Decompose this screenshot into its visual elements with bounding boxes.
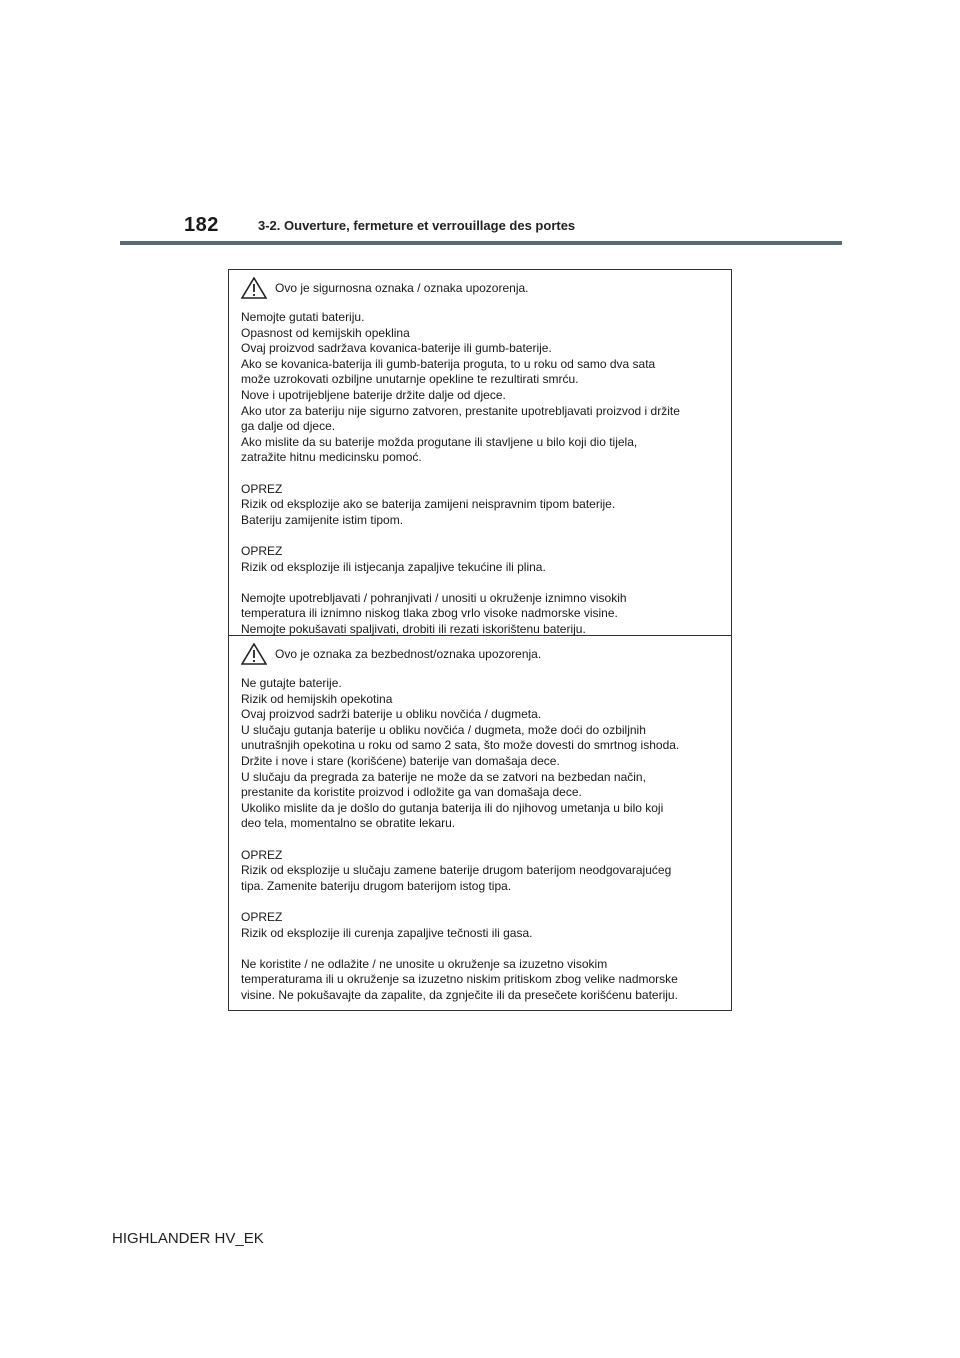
- panel-heading: [241, 270, 719, 306]
- warning-panel-croatian: [229, 270, 731, 636]
- paragraph: Ne gutajte baterije. Rizik od hemijskih opekotina Ovaj proizvod sadrži baterije u obliku novčića / dugmeta. U slučaju gutanja baterije u obliku novčića / dugmeta, može doći do ozbiljnih unutrašnjih opekotina u roku od samo 2 sata, što može dovesti do smrtnog ishoda. Držite i nove i stare (korišćene) baterije van domašaja dece. U slučaju da pregrada za baterije ne može da se zatvori na bezbedan način, prestanite da koristite proizvod i odložite ga van domašaja dece. Ukoliko mislite da je došlo do gutanja baterija ili do njihovog umetanja u bilo koji deo tela, momentalno se obratite lekaru.: [241, 676, 680, 831]
- paragraph: OPREZ Rizik od eksplozije u slučaju zamene baterije drugom baterijom neodgovarajućeg tipa. Zamenite bateriju drugom baterijom istog tipa.: [241, 847, 672, 893]
- warning-label-box: [228, 269, 732, 1011]
- section-title: 3-2. Ouverture, fermeture et verrouillage des portes: [258, 218, 576, 233]
- warning-triangle-icon: [241, 643, 267, 665]
- paragraph: Nemojte gutati bateriju. Opasnost od kemijskih opeklina Ovaj proizvod sadržava kovanica-baterije ili gumb-baterije. Ako se kovanica-baterija ili gumb-baterija proguta, to u roku od samo dva sata može uzrokovati ozbiljne unutarnje opekline te rezultirati smrću. Nove i upotrijebljene baterije držite dalje od djece. Ako utor za bateriju nije sigurno zatvoren, prestanite upotrebljavati proizvod i držite ga dalje od djece. Ako mislite da su baterije možda progutane ili stavljene u bilo koji dio tijela, zatražite hitnu medicinsku pomoć.: [241, 310, 680, 465]
- paragraph: OPREZ Rizik od eksplozije ili curenja zapaljive tečnosti ili gasa.: [241, 909, 533, 940]
- panel-heading-text: Ovo je oznaka za bezbednost/oznaka upozorenja.: [275, 647, 542, 661]
- paragraph: Ne koristite / ne odlažite / ne unosite u okruženje sa izuzetno visokim temperaturama ili u okruženje sa izuzetno niskim pritiskom zbog velike nadmorske visine. Ne pokušavajte da zapalite, da zgnječite ili da presečete korišćenu bateriju.: [241, 956, 678, 1002]
- page-number: 182: [184, 214, 219, 236]
- warning-triangle-icon: [241, 277, 267, 299]
- panel-heading: [241, 636, 719, 672]
- footer-model: HIGHLANDER HV_EK: [112, 1230, 264, 1247]
- header-divider: [120, 241, 842, 245]
- paragraph: OPREZ Rizik od eksplozije ako se baterija zamijeni neispravnim tipom baterije. Bateriju zamijenite istim tipom.: [241, 481, 616, 527]
- panel-body: [241, 672, 719, 1003]
- paragraph: Nemojte upotrebljavati / pohranjivati / unositi u okruženje iznimno visokih temperatura ili iznimno niskog tlaka zbog vrlo visoke nadmorske visine. Nemojte pokušavati spaljivati, drobiti ili rezati iskorištenu bateriju.: [241, 590, 627, 636]
- panel-body: [241, 306, 719, 637]
- panel-heading-text: Ovo je sigurnosna oznaka / oznaka upozorenja.: [275, 281, 529, 295]
- warning-panel-serbian: [229, 636, 731, 1010]
- paragraph: OPREZ Rizik od eksplozije ili istjecanja zapaljive tekućine ili plina.: [241, 543, 546, 574]
